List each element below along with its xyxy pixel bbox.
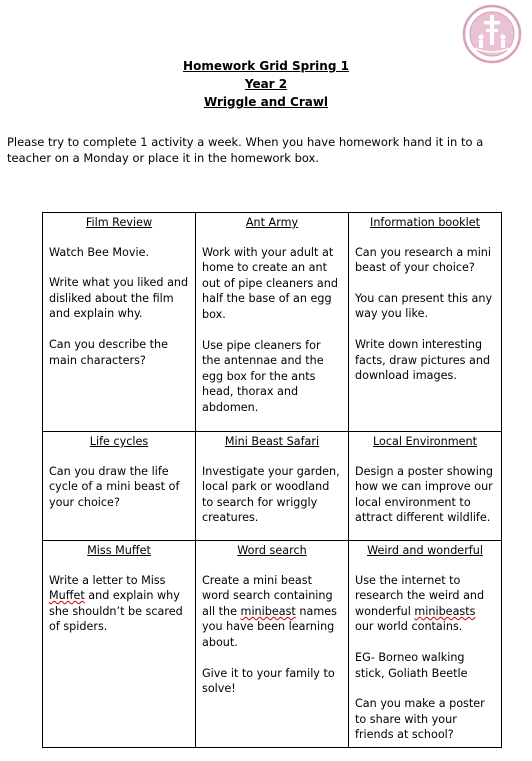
activity-title: Mini Beast Safari: [224, 435, 320, 448]
activity-text: Can you describe the main characters?: [49, 337, 168, 367]
grid-row: [43, 432, 502, 541]
activity-information-booklet: [349, 213, 502, 432]
activity-text: Write down interesting facts, draw pictures and download images.: [355, 337, 491, 383]
activity-text: Design a poster showing how we can improve our local environment to attract different wildlife.: [355, 464, 494, 525]
activity-title: Life cycles: [89, 435, 149, 448]
activity-mini-beast-safari: [196, 432, 349, 541]
activity-text: Work with your adult at home to create an ant out of pipe cleaners and half the base of an egg box.: [202, 245, 338, 321]
activity-miss-muffet: [43, 541, 196, 748]
activity-text: Use the internet to research the weird and wonderful minibeasts our world contains.: [355, 573, 485, 634]
spellcheck-word: minibeast: [240, 604, 296, 618]
activity-text: Write a letter to Miss Muffet and explain why she shouldn’t be scared of spiders.: [49, 573, 183, 634]
activity-weird-and-wonderful: [349, 541, 502, 748]
activity-life-cycles: [43, 432, 196, 541]
activity-text: Create a mini beast word search containing all the minibeast names you have been learning about.: [202, 573, 337, 649]
activity-text: You can present this any way you like.: [355, 291, 493, 321]
activity-title: Ant Army: [245, 216, 299, 229]
activity-text: Write what you liked and disliked about the film and explain why.: [49, 276, 189, 321]
activity-title: Weird and wonderful: [367, 544, 483, 557]
activity-title: Information booklet: [370, 216, 480, 229]
activity-film-review: [43, 213, 196, 432]
year-label: Year 2: [244, 77, 288, 91]
activity-text: Can you make a poster to share with your friends at school?: [355, 697, 485, 742]
activity-local-environment: [349, 432, 502, 541]
spellcheck-word: minibeasts: [414, 604, 476, 618]
grid-row: [43, 213, 502, 432]
activity-text: Investigate your garden, local park or woodland to search for wriggly creatures.: [202, 464, 340, 525]
activity-title: Film Review: [85, 216, 153, 229]
intro-text: Please try to complete 1 activity a week. When you have homework hand it in to a teacher on a Monday or place it in the homework box.: [7, 135, 484, 165]
school-crest-icon: [462, 4, 522, 64]
activity-text: Can you research a mini beast of your choice?: [355, 245, 491, 275]
page-title: Homework Grid Spring 1: [183, 59, 349, 73]
activity-title: Word search: [237, 544, 307, 557]
activity-text: Use pipe cleaners for the antennae and the egg box for the ants head, thorax and abdomen.: [202, 338, 324, 414]
homework-grid: [42, 212, 502, 748]
spellcheck-word: Muffet: [49, 589, 85, 603]
activity-title: Local Environment: [373, 435, 477, 448]
activity-text: Give it to your family to solve!: [202, 666, 335, 696]
document-heading: [0, 57, 532, 111]
activity-text: Watch Bee Movie.: [49, 245, 150, 259]
topic-title: Wriggle and Crawl: [203, 95, 329, 109]
activity-title: Miss Muffet: [87, 544, 151, 557]
activity-text: Can you draw the life cycle of a mini beast of your choice?: [49, 464, 180, 509]
activity-text: EG- Borneo walking stick, Goliath Beetle: [355, 650, 468, 680]
activity-ant-army: [196, 213, 349, 432]
grid-row: [43, 541, 502, 748]
activity-word-search: [196, 541, 349, 748]
